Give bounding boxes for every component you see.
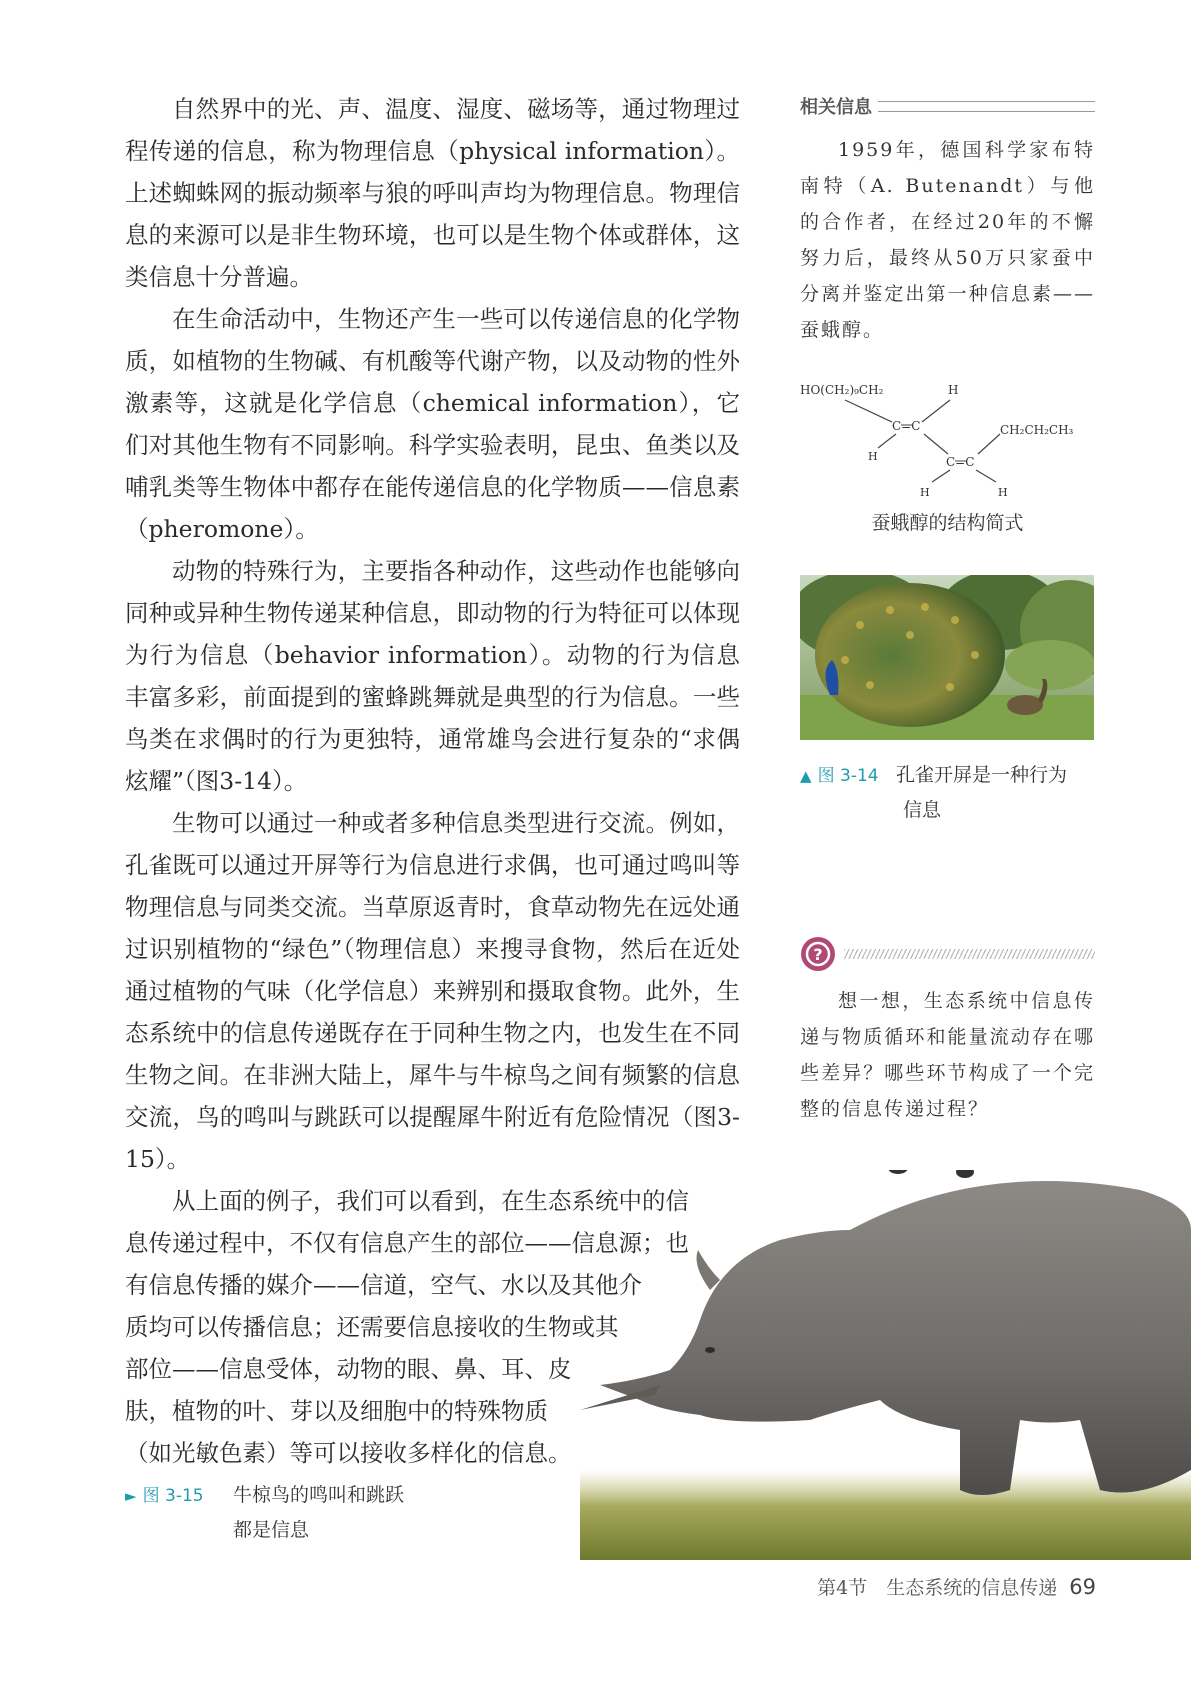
bombykol-structure (800, 378, 1100, 508)
paragraph-chemical-info: 在生命活动中，生物还产生一些可以传递信息的化学物质，如植物的生物碱、有机酸等代谢产物，以及动物的性外激素等，这就是化学信息（chemical information），它们对其他生物有不同影响。科学实验表明，昆虫、鱼类以及哺乳类等生物体中都存在能传递信息的化学物质——信息素（pheromone）。 (125, 305, 740, 543)
fig-3-15-line2: 都是信息 (233, 1519, 310, 1541)
think-box (800, 935, 1095, 1127)
h-top: H (948, 383, 959, 397)
line-5: 部位——信息受体，动物的眼、鼻、耳、皮 (125, 1355, 572, 1383)
page-footer (817, 1573, 1096, 1600)
paragraph-physical-info: 自然界中的光、声、温度、湿度、磁场等，通过物理过程传递的信息，称为物理信息（physical information）。上述蜘蛛网的振动频率与狼的呼叫声均为物理信息。物理信息的来源可以是非生物环境，也可以是生物个体或群体，这类信息十分普遍。 (125, 95, 740, 291)
h-bottom-right: H (998, 486, 1008, 499)
footer-section: 第4节 生态系统的信息传递 (817, 1577, 1058, 1599)
peacock-photo (800, 575, 1094, 740)
line-4: 质均可以传播信息；还需要信息接收的生物或其 (125, 1313, 619, 1341)
fig-3-15-caption (125, 1478, 485, 1547)
left-group-label: HO(CH₂)₉CH₂ (800, 383, 884, 397)
line-1: 从上面的例子，我们可以看到，在生态系统中的信 (172, 1187, 689, 1215)
paragraph-communication: 生物可以通过一种或者多种信息类型进行交流。例如，孔雀既可以通过开屏等行为信息进行求偶，也可通过鸣叫等物理信息与同类交流。当草原返青时，食草动物先在远处通过识别植物的“绿色”（物理信息）来搜寻食物，然后在近处通过植物的气味（化学信息）来辨别和摄取食物。此外，生态系统中的信息传递既存在于同种生物之内，也发生在不同生物之间。在非洲大陆上，犀牛与牛椋鸟之间有频繁的信息交流，鸟的鸣叫与跳跃可以提醒犀牛附近有危险情况（图3-15）。 (125, 809, 740, 1173)
page-number: 69 (1069, 1575, 1096, 1599)
fig-3-15-line1: 牛椋鸟的鸣叫和跳跃 (233, 1484, 405, 1506)
related-info-box (800, 92, 1095, 348)
h-left: H (868, 450, 878, 463)
think-rule (844, 949, 1095, 959)
line-7: （如光敏色素）等可以接收多样化的信息。 (125, 1439, 572, 1467)
molecule-caption: 蚕蛾醇的结构简式 (871, 512, 1024, 534)
triangle-right-icon: ► (125, 1487, 137, 1505)
paragraph-behavior-info: 动物的特殊行为，主要指各种动作，这些动作也能够向同种或异种生物传递某种信息，即动物的行为特征可以体现为行为信息（behavior information）。动物的行为信息丰富多彩，前面提到的蜜蜂跳舞就是典型的行为信息。一些鸟类在求偶时的行为更独特，通常雄鸟会进行复杂的“求偶炫耀”（图3-14）。 (125, 557, 740, 795)
fig-3-15-number: 图 3-15 (142, 1486, 204, 1506)
svg-text:?: ? (813, 945, 823, 964)
fig-3-14-number: 图 3-14 (817, 766, 879, 786)
triangle-up-icon: ▲ (800, 767, 812, 785)
rhino-photo (580, 1170, 1191, 1560)
related-info-title: 相关信息 (800, 97, 872, 118)
fig-3-14-line1: 孔雀开屏是一种行为 (896, 764, 1068, 786)
fig-3-14-line2: 信息 (903, 799, 942, 821)
line-6: 肤，植物的叶、芽以及细胞中的特殊物质 (125, 1397, 548, 1425)
double-bond-2: C=C (946, 455, 975, 469)
question-icon (800, 936, 836, 972)
related-info-text: 1959年，德国科学家布特南特（A. Butenandt）与他的合作者，在经过20年的不懈努力后，最终从50万只家蚕中分离并鉴定出第一种信息素——蚕蛾醇。 (800, 139, 1095, 341)
fig-3-14-caption (800, 758, 1100, 827)
line-2: 息传递过程中，不仅有信息产生的部位——信息源；也 (125, 1229, 689, 1257)
think-header (800, 935, 1095, 973)
h-bottom-left: H (920, 486, 930, 499)
header-rule (878, 101, 1095, 112)
right-group-label: CH₂CH₂CH₃ (1000, 423, 1074, 437)
think-text: 想一想，生态系统中信息传递与物质循环和能量流动存在哪些差异？哪些环节构成了一个完整的信息传递过程？ (800, 990, 1095, 1120)
line-3: 有信息传播的媒介——信道，空气、水以及其他介 (125, 1271, 642, 1299)
related-info-header (800, 92, 1095, 120)
double-bond-1: C=C (892, 419, 921, 433)
